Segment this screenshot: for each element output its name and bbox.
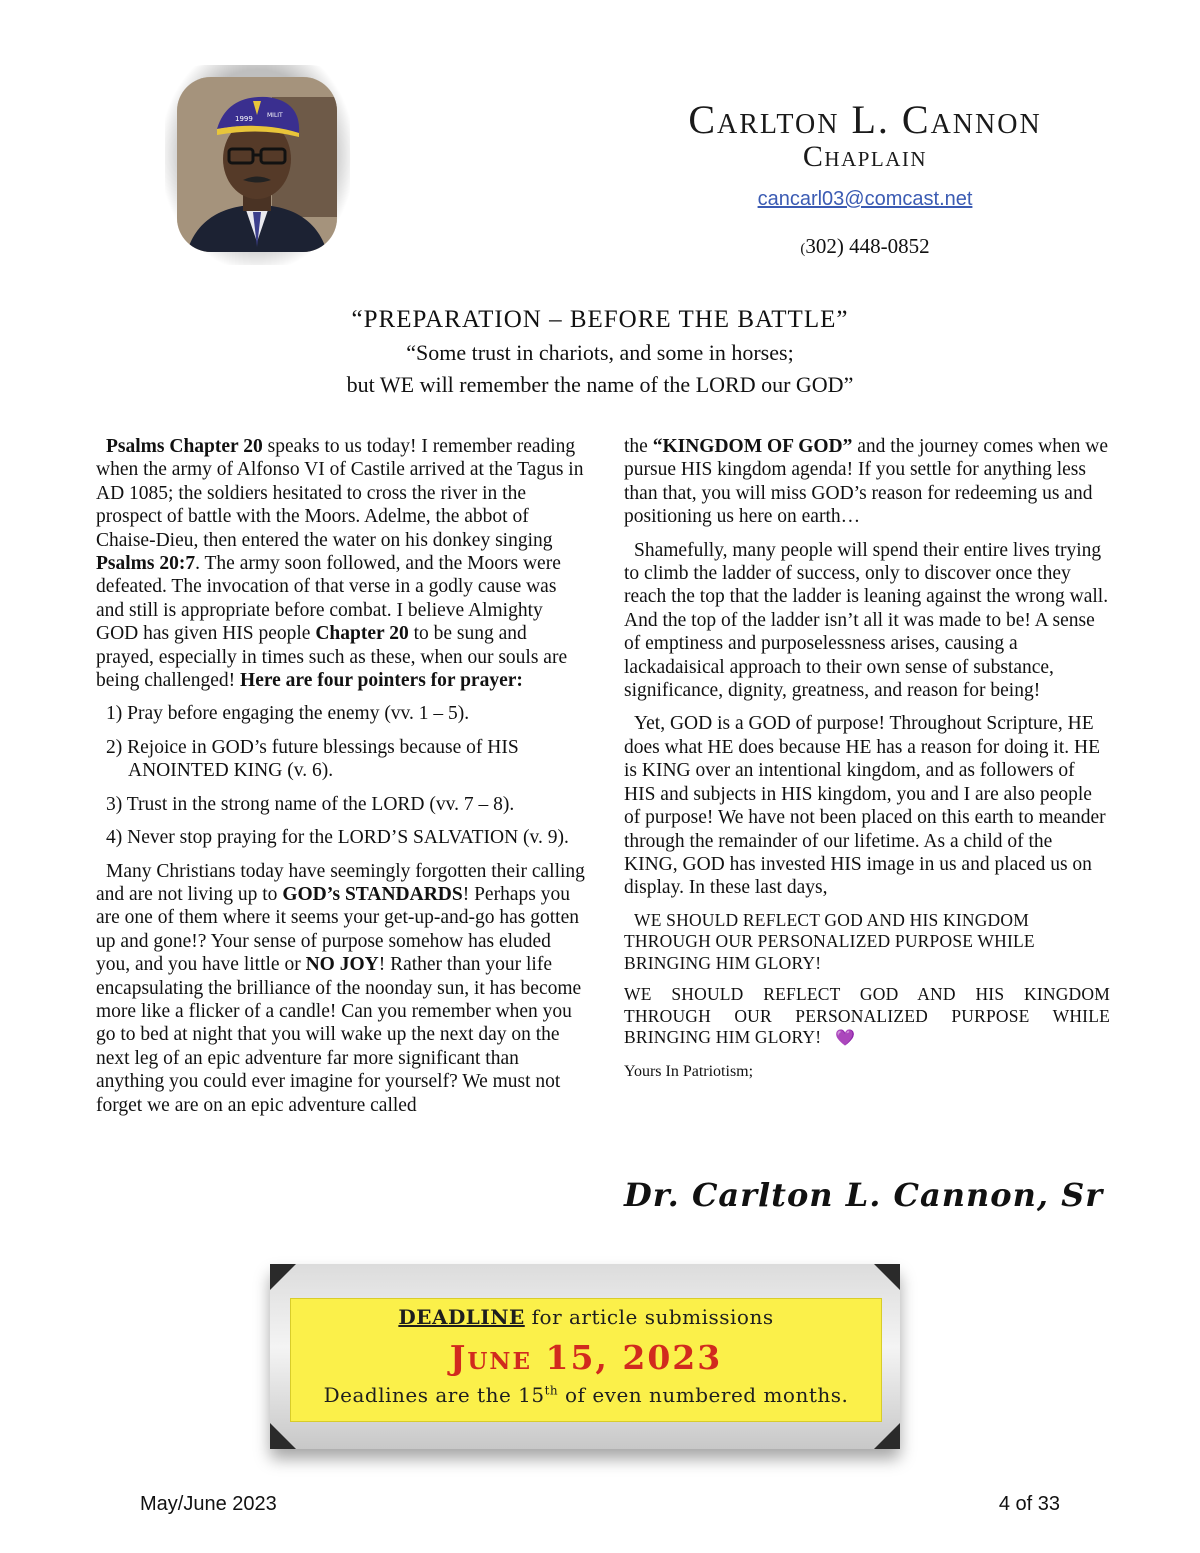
text-segment: ! Perhaps you are one of them where it seems your get-up-and-go has gotten up and gone!? Your sense of purpose somehow has eluded you, and you have little or: [96, 883, 580, 976]
prayer-pointer-2: 2) Rejoice in GOD’s future blessings because of HIS ANOINTED KING (v. 6).: [106, 736, 519, 782]
article-subheading-line-1: “Some trust in chariots, and some in horses;: [406, 340, 794, 365]
bold-pointers-for-prayer: Here are four pointers for prayer:: [240, 670, 523, 692]
article-right-column: [624, 435, 1110, 1093]
deadline-date: June 15, 2023: [449, 1338, 723, 1377]
text-segment: to be sung and prayed, especially in times such as these, when our souls are being challenged!: [96, 623, 568, 692]
text-segment: ! Rather than your life encapsulating the brilliance of the noonday sun, it has become more like a flicker of a candle! Can you remember when you go to bed at night that you will wake up the next day on the next leg of an epic adventure far more significant than anything you could ever imagine for yourself? We must not forget we are on an epic adventure called: [96, 954, 582, 1116]
author-title: Chaplain: [802, 140, 928, 173]
article-subheading-line-2: but WE will remember the name of the LORD our GOD”: [346, 372, 854, 397]
author-signature: Dr. Carlton L. Cannon, Sr: [624, 1176, 1104, 1214]
text-segment: speaks to us today! I remember reading when the army of Alfonso VI of Castile arrived at the Tagus in AD 1085; the soldiers hesitated to cross the river in the prospect of battle with the Moors. Adelme, the abbot of Chaise-Dieu, then entered the water on his donkey singing: [96, 436, 584, 551]
left-paragraph-2: [96, 860, 586, 1117]
svg-text:MILIT: MILIT: [267, 112, 283, 119]
deadline-note-part-1: Deadlines are the 15: [323, 1383, 545, 1407]
bold-kingdom-of-god: “KINGDOM OF GOD”: [652, 436, 853, 457]
bold-gods-standards: GOD’s STANDARDS: [282, 883, 463, 905]
chaplain-portrait-photo: [177, 77, 337, 252]
phone-digits: 302) 448-0852: [805, 234, 930, 258]
text-segment: the: [624, 436, 653, 457]
right-paragraph-1: [624, 435, 1110, 529]
left-paragraph-1: [96, 435, 586, 692]
prayer-pointer-4: 4) Never stop praying for the LORD’S SALVATION (v. 9).: [106, 827, 569, 849]
text-segment: Many Christians today have seemingly forgotten their calling and are not living up to: [96, 860, 585, 905]
svg-text:1999: 1999: [235, 115, 253, 123]
phone-number: [700, 234, 1030, 259]
frame-corner-bottom-left: [270, 1423, 296, 1449]
emphasis-statement-2-text: WE SHOULD REFLECT GOD AND HIS KINGDOM THROUGH OUR PERSONALIZED PURPOSE WHILE BRINGING HIM GLORY!: [624, 984, 1110, 1048]
deadline-heading: [290, 1305, 882, 1329]
article-headline: “PREPARATION – BEFORE THE BATTLE”: [351, 306, 849, 333]
text-segment: . The army soon followed, and the Moors were defeated. The invocation of that verse in a godly cause was and still is appropriate before combat. I believe Almighty GOD has given HIS people: [96, 553, 561, 645]
emphasis-statement-1: WE SHOULD REFLECT GOD AND HIS KINGDOM THROUGH OUR PERSONALIZED PURPOSE WHILE BRINGING HIM GLORY!: [624, 909, 1035, 973]
frame-corner-bottom-right: [874, 1423, 900, 1449]
email-link[interactable]: cancarl03@comcast.net: [757, 188, 973, 210]
deadline-heading-rest: for article submissions: [524, 1305, 774, 1329]
right-paragraph-3: Yet, GOD is a GOD of purpose! Throughout Scripture, HE does what HE does because HE has a reason for doing it. HE is KING over an intentional kingdom, and as followers of HIS and subjects in HIS kingdom, you and I are also people of purpose! We have not been placed on this earth to meander through the remainder of our lifetime. As a child of the KING, GOD has invested HIS image in us and placed us on display. In these last days,: [624, 713, 1106, 899]
deadline-note-superscript: th: [544, 1383, 559, 1398]
author-name: Carlton L. Cannon: [688, 97, 1042, 142]
phone-open-paren: (: [800, 241, 806, 257]
frame-corner-top-right: [874, 1264, 900, 1290]
sign-off: Yours In Patriotism;: [624, 1062, 754, 1080]
portrait-illustration: [177, 77, 337, 252]
text-segment: and the journey comes when we pursue HIS kingdom agenda! If you settle for anything less than that, you will miss GOD’s reason for redeeming us and positioning us here on earth…: [624, 436, 1108, 528]
footer-issue-date: May/June 2023: [140, 1493, 277, 1515]
deadline-word: DEADLINE: [398, 1305, 525, 1329]
bold-no-joy: NO JOY: [305, 954, 379, 976]
purple-heart-icon: 💜: [835, 1030, 856, 1048]
article-left-column: [96, 435, 586, 1127]
bold-psalms-chapter-20: Psalms Chapter 20: [106, 436, 263, 457]
emphasis-statement-2: [624, 984, 1110, 1050]
prayer-pointer-1: 1) Pray before engaging the enemy (vv. 1 – 5).: [106, 703, 470, 725]
bold-psalms-20-7: Psalms 20:7: [96, 553, 196, 575]
right-paragraph-2: Shamefully, many people will spend their entire lives trying to climb the ladder of success, only to discover once they reach the top that the ladder is leaning against the wrong wall. And the top of the ladder isn’t all it was made to be! A sense of emptiness and purposelessness arises, causing a lackadaisical approach to their own sense of substance, significance, dignity, greatness, and reason for being!: [624, 539, 1109, 702]
chaplain-portrait-frame: [165, 65, 350, 265]
bold-chapter-20: Chapter 20: [315, 623, 409, 645]
footer-page-number: 4 of 33: [998, 1493, 1060, 1515]
prayer-pointer-3: 3) Trust in the strong name of the LORD (vv. 7 – 8).: [106, 793, 515, 815]
frame-corner-top-left: [270, 1264, 296, 1290]
deadline-note-part-2: of even numbered months.: [558, 1383, 849, 1407]
deadline-note: [290, 1383, 882, 1407]
